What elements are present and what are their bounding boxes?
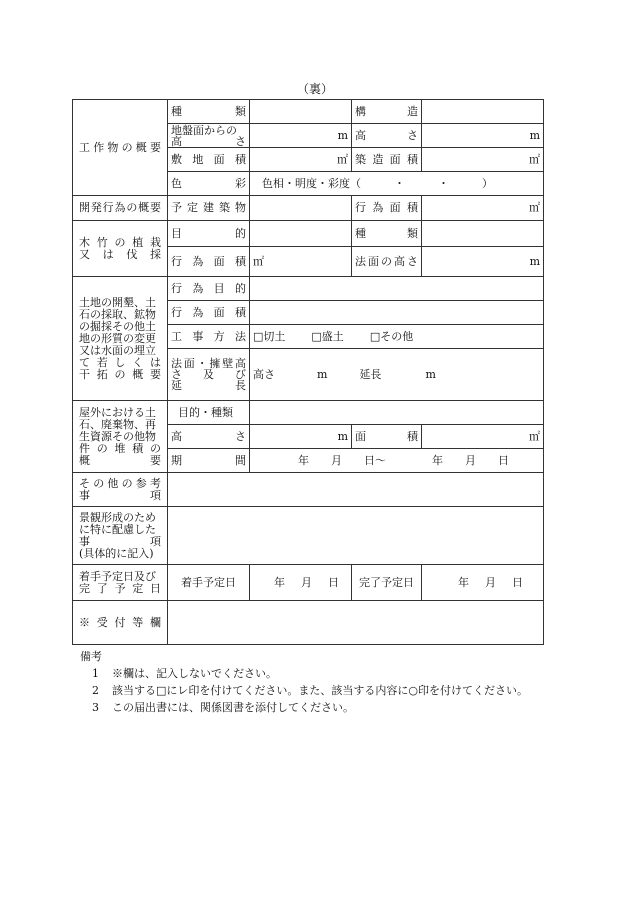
label-purpose: 目的 <box>168 221 250 247</box>
section-label-schedule: 着手予定日及び 完了予定日 <box>73 565 168 601</box>
label-construction: 構造 <box>352 100 422 124</box>
field-development-area[interactable]: ㎡ <box>422 196 544 221</box>
section-label-landscape: 景観形成のため に特に配慮した 事項 (具体的に記入) <box>73 507 168 565</box>
field-planting-purpose[interactable] <box>250 221 352 247</box>
landscape-row <box>73 507 544 565</box>
section-label-structure: 工作物の概要 <box>73 100 168 196</box>
field-storage-period[interactable]: 年 月 日～ 年 月 日 <box>250 449 544 473</box>
label-type: 種類 <box>168 100 250 124</box>
field-land-area[interactable] <box>250 301 544 325</box>
field-land-purpose[interactable] <box>250 277 544 301</box>
label-color: 色彩 <box>168 172 250 196</box>
field-start-date[interactable]: 年 月 日 <box>250 565 352 601</box>
field-slope-height[interactable]: m <box>422 247 544 277</box>
development-row <box>73 196 544 221</box>
label-building-area: 築造面積 <box>352 148 422 172</box>
page-title: （裏） <box>296 82 333 96</box>
field-structure-type[interactable] <box>250 100 352 124</box>
field-construction[interactable] <box>422 100 544 124</box>
label-slope-wall: 法面・擁壁高 さ及び 延長 <box>168 349 250 401</box>
label-storage-period: 期間 <box>168 449 250 473</box>
notes-heading: 備考 <box>80 650 102 663</box>
reception-row <box>73 601 544 645</box>
checkbox-other[interactable]: □その他 <box>369 329 414 343</box>
field-planting-kind[interactable] <box>422 221 544 247</box>
planting-row-purpose <box>73 221 544 247</box>
section-label-storage: 屋外における土 石、廃棄物、再 生資源その他物 件の堆積の 概要 <box>73 401 168 473</box>
label-end-date: 完了予定日 <box>352 565 422 601</box>
section-label-reception: ※受付等欄 <box>73 601 168 645</box>
label-site-area: 敷地面積 <box>168 148 250 172</box>
label-storage-height: 高さ <box>168 425 250 449</box>
note-item: 2 該当する□にレ印を付けてください。また、該当する内容に○印を付けてください。 <box>92 684 528 697</box>
section-label-development: 開発行為の概要 <box>73 196 168 221</box>
storage-row-purpose <box>73 401 544 425</box>
label-start-date: 着手予定日 <box>168 565 250 601</box>
label-planned-building: 予定建築物 <box>168 196 250 221</box>
field-construction-method <box>250 325 544 349</box>
field-planting-area[interactable]: ㎡ <box>250 247 352 277</box>
label-planting-area: 行為面積 <box>168 247 250 277</box>
label-construction-method: 工事方法 <box>168 325 250 349</box>
structure-row-type <box>73 100 544 124</box>
schedule-row <box>73 565 544 601</box>
section-label-other: その他の参考 事項 <box>73 473 168 507</box>
note-item: 3 この届出書には、関係図書を添付してください。 <box>92 701 354 714</box>
label-storage-purpose: 目的・種類 <box>168 401 250 425</box>
checkbox-fill[interactable]: □盛土 <box>311 329 344 343</box>
field-site-area[interactable]: ㎡ <box>250 148 352 172</box>
other-notes-row <box>73 473 544 507</box>
checkbox-cut[interactable]: □切土 <box>253 329 286 343</box>
label-height: 高さ <box>352 124 422 148</box>
field-other-notes[interactable] <box>168 473 544 507</box>
field-storage-height[interactable]: m <box>250 425 352 449</box>
field-height[interactable]: m <box>422 124 544 148</box>
note-item: 1 ※欄は、記入しないでください。 <box>92 667 277 680</box>
label-development-area: 行為面積 <box>352 196 422 221</box>
section-label-land: 土地の開墾、土 石の採取、鉱物 の掘採その他土 地の形質の変更 又は水面の埋立 て若しくは 干拓の概要 <box>73 277 168 401</box>
label-land-purpose: 行為目的 <box>168 277 250 301</box>
field-storage-purpose[interactable] <box>250 401 544 425</box>
label-slope-height: 法面の高さ <box>352 247 422 277</box>
field-slope-wall[interactable]: 高さ m 延長 m <box>250 349 544 401</box>
notes-section <box>80 648 528 716</box>
field-landscape[interactable] <box>168 507 544 565</box>
field-reception <box>168 601 544 645</box>
field-planned-building[interactable] <box>250 196 352 221</box>
land-row-purpose <box>73 277 544 301</box>
notification-form-table <box>72 99 544 645</box>
field-building-area[interactable]: ㎡ <box>422 148 544 172</box>
field-color[interactable]: 色相・明度・彩度（ ・ ・ ） <box>250 172 544 196</box>
label-storage-area: 面積 <box>352 425 422 449</box>
section-label-planting: 木竹の植栽 又は伐採 <box>73 221 168 277</box>
label-height-from-ground: 地盤面からの 高さ <box>168 124 250 148</box>
field-end-date[interactable]: 年 月 日 <box>422 565 544 601</box>
label-kind: 種類 <box>352 221 422 247</box>
field-height-from-ground[interactable]: m <box>250 124 352 148</box>
label-land-area: 行為面積 <box>168 301 250 325</box>
field-storage-area[interactable]: ㎡ <box>422 425 544 449</box>
